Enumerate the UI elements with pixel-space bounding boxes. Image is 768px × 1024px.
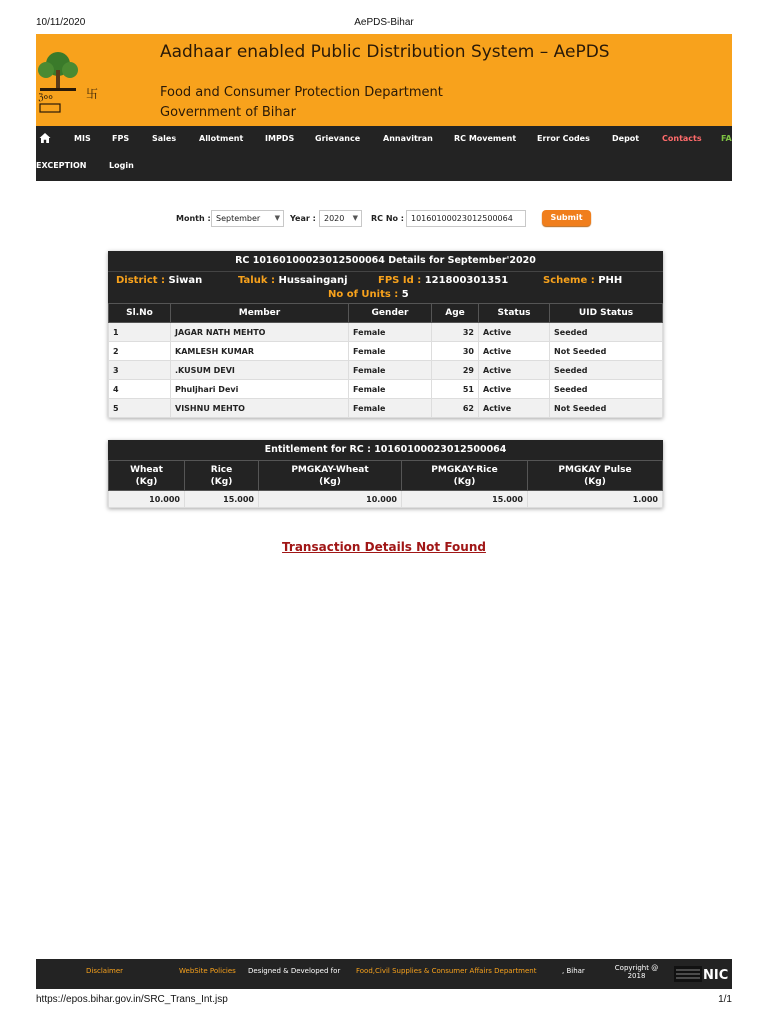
district-value: Siwan <box>168 275 203 286</box>
cell-gender: Female <box>349 323 432 342</box>
nav-mis[interactable]: MIS <box>74 134 91 143</box>
scheme-info <box>543 275 622 286</box>
month-select[interactable] <box>211 210 284 227</box>
cell-age: 51 <box>432 380 479 399</box>
cell-member: JAGAR NATH MEHTO <box>171 323 349 342</box>
col-wheat-unit: (Kg) <box>135 476 158 487</box>
col-wheat-name: Wheat <box>130 464 163 475</box>
col-pmgkay-pulse-name: PMGKAY Pulse <box>558 464 632 475</box>
cell-pmgkay-rice: 15.000 <box>402 491 528 508</box>
table-row <box>109 323 663 342</box>
site-frame <box>36 34 732 983</box>
units-label: No of Units : <box>328 289 399 300</box>
nic-logo-text: NIC <box>703 968 729 983</box>
nav-annavitran[interactable]: Annavitran <box>383 134 433 143</box>
col-pmgkay-rice-unit: (Kg) <box>453 476 476 487</box>
nav-depot[interactable]: Depot <box>612 134 640 143</box>
home-icon[interactable] <box>39 132 51 144</box>
bihar-emblem-logo <box>36 44 106 114</box>
col-pmgkay-wheat <box>259 461 402 491</box>
cell-status: Active <box>479 399 550 418</box>
print-page-number: 1/1 <box>718 994 732 1005</box>
cell-slno: 2 <box>109 342 171 361</box>
cell-member: .KUSUM DEVI <box>171 361 349 380</box>
cell-status: Active <box>479 342 550 361</box>
footer-policies-link[interactable]: WebSite Policies <box>179 967 236 975</box>
col-age: Age <box>432 304 479 323</box>
cell-uid-status: Not Seeded <box>550 399 663 418</box>
col-member: Member <box>171 304 349 323</box>
table-row <box>109 399 663 418</box>
footer-state: , Bihar <box>562 967 585 975</box>
year-select[interactable] <box>319 210 362 227</box>
cell-age: 30 <box>432 342 479 361</box>
main-navbar <box>36 126 732 181</box>
nav-grievance[interactable]: Grievance <box>315 134 361 143</box>
nav-exception[interactable]: EXCEPTION <box>36 161 87 170</box>
table-row <box>109 380 663 399</box>
table-row <box>109 361 663 380</box>
rc-details-card <box>108 251 663 418</box>
footer-disclaimer-link[interactable]: Disclaimer <box>86 967 124 975</box>
cell-uid-status: Seeded <box>550 380 663 399</box>
units-value: 5 <box>401 289 409 300</box>
district-label: District : <box>116 275 166 286</box>
fps-info <box>378 275 508 286</box>
col-pmgkay-rice <box>402 461 528 491</box>
print-url: https://epos.bihar.gov.in/SRC_Trans_Int.jsp <box>36 994 228 1005</box>
taluk-info <box>238 275 348 286</box>
government-name: Government of Bihar <box>160 105 296 120</box>
footer-copyright: Copyright @ 2018 <box>614 964 659 980</box>
cell-member: Phuljhari Devi <box>171 380 349 399</box>
col-status: Status <box>479 304 550 323</box>
cell-age: 29 <box>432 361 479 380</box>
col-wheat <box>109 461 185 491</box>
cell-member: VISHNU MEHTO <box>171 399 349 418</box>
fps-label: FPS Id : <box>378 275 422 286</box>
entitlement-table <box>108 460 663 508</box>
cell-slno: 4 <box>109 380 171 399</box>
members-table-header <box>109 304 663 323</box>
nav-fa[interactable]: FA <box>721 134 732 143</box>
cell-member: KAMLESH KUMAR <box>171 342 349 361</box>
nav-error-codes[interactable]: Error Codes <box>537 134 590 143</box>
col-pmgkay-pulse-unit: (Kg) <box>584 476 606 487</box>
scheme-value: PHH <box>598 275 623 286</box>
nav-rc-movement[interactable]: RC Movement <box>454 134 517 143</box>
col-pmgkay-wheat-name: PMGKAY-Wheat <box>291 464 369 475</box>
print-title: AePDS-Bihar <box>354 17 414 28</box>
cell-rice: 15.000 <box>185 491 259 508</box>
cell-age: 62 <box>432 399 479 418</box>
chevron-down-icon: ▼ <box>352 214 358 222</box>
cell-gender: Female <box>349 399 432 418</box>
entitlement-row <box>109 491 663 508</box>
nav-login[interactable]: Login <box>109 161 134 170</box>
cell-uid-status: Not Seeded <box>550 342 663 361</box>
search-filter-bar <box>36 209 732 231</box>
rc-details-title: RC 10160100023012500064 Details for September'2020 <box>108 251 663 271</box>
entitlement-card <box>108 440 663 508</box>
site-footer <box>36 959 732 989</box>
transaction-not-found-link[interactable]: Transaction Details Not Found <box>282 540 486 554</box>
district-info <box>116 275 202 286</box>
month-value: September <box>216 214 261 223</box>
svg-text:卐: 卐 <box>86 87 99 101</box>
year-label: Year : <box>290 214 316 223</box>
cell-pmgkay-wheat: 10.000 <box>259 491 402 508</box>
cell-slno: 3 <box>109 361 171 380</box>
month-label: Month : <box>176 214 211 223</box>
col-pmgkay-pulse <box>528 461 663 491</box>
svg-text:ℨ००: ℨ०० <box>38 93 53 103</box>
cell-status: Active <box>479 380 550 399</box>
chevron-down-icon: ▼ <box>274 214 280 222</box>
cell-uid-status: Seeded <box>550 361 663 380</box>
print-date: 10/11/2020 <box>36 17 86 28</box>
year-value: 2020 <box>324 214 345 223</box>
nav-contacts[interactable]: Contacts <box>662 134 702 143</box>
site-banner <box>36 34 732 126</box>
entitlement-header <box>109 461 663 491</box>
cell-status: Active <box>479 361 550 380</box>
col-uid-status: UID Status <box>550 304 663 323</box>
print-header <box>0 0 768 30</box>
col-rice <box>185 461 259 491</box>
rc-number-input[interactable] <box>406 210 526 227</box>
cell-uid-status: Seeded <box>550 323 663 342</box>
fps-value: 121800301351 <box>424 275 509 286</box>
footer-department-link[interactable]: Food,Civil Supplies & Consumer Affairs Department <box>356 967 537 975</box>
taluk-label: Taluk : <box>238 275 275 286</box>
members-table <box>108 303 663 418</box>
cell-status: Active <box>479 323 550 342</box>
rc-meta-info <box>108 271 663 303</box>
col-rice-unit: (Kg) <box>210 476 233 487</box>
col-pmgkay-rice-name: PMGKAY-Rice <box>431 464 498 475</box>
cell-slno: 5 <box>109 399 171 418</box>
cell-age: 32 <box>432 323 479 342</box>
scheme-label: Scheme : <box>543 275 595 286</box>
cell-gender: Female <box>349 380 432 399</box>
footer-designed-by: Designed & Developed for <box>248 967 341 975</box>
col-rice-name: Rice <box>210 464 233 475</box>
table-row <box>109 342 663 361</box>
cell-gender: Female <box>349 342 432 361</box>
nav-sales[interactable]: Sales <box>152 134 177 143</box>
taluk-value: Hussainganj <box>278 275 348 286</box>
cell-pmgkay-pulse: 1.000 <box>528 491 663 508</box>
cell-slno: 1 <box>109 323 171 342</box>
nav-allotment[interactable]: Allotment <box>199 134 244 143</box>
nav-impds[interactable]: IMPDS <box>265 134 295 143</box>
units-info <box>328 289 409 300</box>
entitlement-title: Entitlement for RC : 10160100023012500064 <box>108 440 663 460</box>
cell-wheat: 10.000 <box>109 491 185 508</box>
department-name: Food and Consumer Protection Department <box>160 85 443 100</box>
site-title: Aadhaar enabled Public Distribution System – AePDS <box>160 42 610 62</box>
cell-gender: Female <box>349 361 432 380</box>
nav-fps[interactable]: FPS <box>112 134 130 143</box>
nic-logo <box>674 964 732 984</box>
submit-button[interactable]: Submit <box>542 210 591 226</box>
rc-number-value: 10160100023012500064 <box>411 214 513 223</box>
col-slno: Sl.No <box>109 304 171 323</box>
col-gender: Gender <box>349 304 432 323</box>
rc-label: RC No : <box>371 214 404 223</box>
col-pmgkay-wheat-unit: (Kg) <box>319 476 341 487</box>
